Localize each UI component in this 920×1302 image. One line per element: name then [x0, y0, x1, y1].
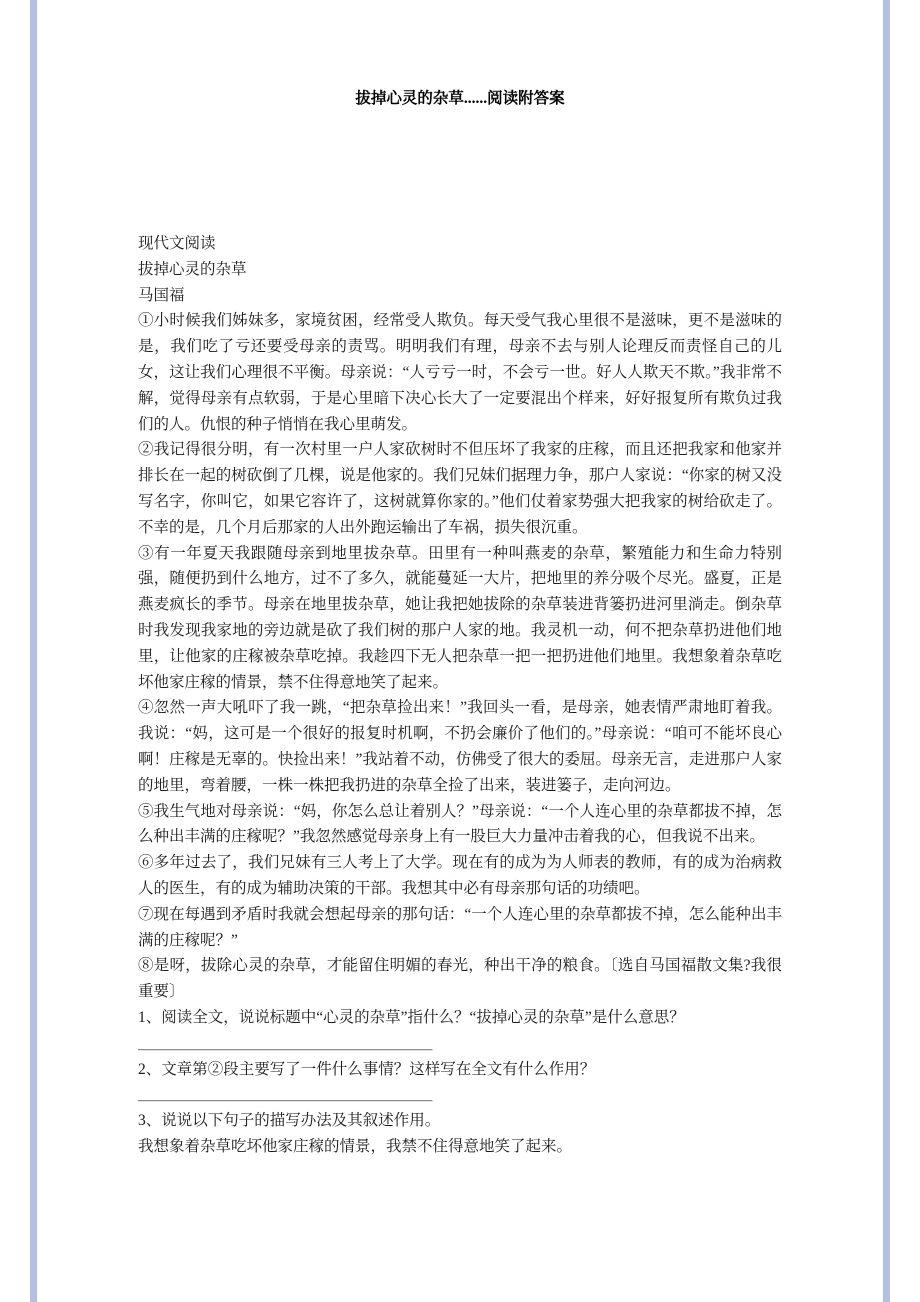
genre-label: 现代文阅读: [138, 235, 216, 252]
essay-paragraph-7: ⑦现在每遇到矛盾时我就会想起母亲的那句话：“一个人连心里的杂草都拔不掉，怎么能种出丰满的庄稼呢？”: [138, 905, 782, 949]
essay-paragraph-2: ②我记得很分明，有一次村里一户人家砍树时不但压坏了我家的庄稼，而且还把我家和他家并排长在一起的树砍倒了几棵，说是他家的。我们兄妹们据理力争，那户人家说：“你家的树又没写名字，你叫它，如果它容许了，这树就算你家的。”他们仗着家势强大把我家的树给砍走了。不幸的是，几个月后那家的人出外跑运输出了车祸，损失很沉重。: [138, 441, 782, 536]
question-3: 3、说说以下句子的描写办法及其叙述作用。: [138, 1112, 441, 1130]
essay-paragraph-4: ④忽然一声大吼吓了我一跳，“把杂草捡出来！”我回头一看，是母亲，她表情严肃地盯着我。我说：“妈，这可是一个很好的报复时机啊，不扔会廉价了他们的。”母亲说：“咱可不能坏良心啊！庄稼是无辜的。快捡出来！”我站着不动，仿佛受了很大的委屈。母亲无言，走进那户人家的地里，弯着腰，一株一株把我扔进的杂草全捡了出来，装进篓子，走向河边。: [138, 699, 782, 794]
quoted-sentence: 我想象着杂草吃坏他家庄稼的情景，我禁不住得意地笑了起来。: [138, 1137, 573, 1155]
essay-author: 马国福: [138, 286, 185, 304]
essay-paragraph-1: ①小时候我们姊妹多，家境贫困，经常受人欺负。每天受气我心里很不是滋味，更不是滋味的是，我们吃了亏还要受母亲的责骂。明明我们有理，母亲不去与别人论理反而责怪自己的儿女，这让我们心理很不平衡。母亲说：“人亏亏一时，不会亏一世。好人人欺天不欺。”我非常不解，觉得母亲有点软弱，于是心里暗下决心长大了一定要混出个样来，好好报复所有欺负过我们的人。仇恨的种子悄悄在我心里萌发。: [138, 312, 782, 433]
answer-blank-2: ＿＿＿＿＿＿＿＿＿＿＿＿＿＿＿＿＿＿＿: [138, 1086, 433, 1104]
document-title: 拔掉心灵的杂草......阅读附答案: [355, 90, 565, 107]
answer-blank-1: ＿＿＿＿＿＿＿＿＿＿＿＿＿＿＿＿＿＿＿: [138, 1034, 433, 1052]
question-1: 1、阅读全文，说说标题中“心灵的杂草”指什么？“拔掉心灵的杂草”是什么意思？: [138, 1008, 685, 1026]
essay-paragraph-6: ⑥多年过去了，我们兄妹有三人考上了大学。现在有的成为为人师表的教师，有的成为治病救人的医生，有的成为辅助决策的干部。我想其中必有母亲那句话的功绩吧。: [138, 854, 782, 897]
essay-title: 拔掉心灵的杂草: [138, 260, 247, 278]
essay-paragraph-3: ③有一年夏天我跟随母亲到地里拔杂草。田里有一种叫燕麦的杂草，繁殖能力和生命力特别强，随便扔到什么地方，过不了多久，就能蔓延一大片，把地里的养分吸个尽光。盛夏，正是燕麦疯长的季节。母亲在地里拔杂草，她让我把她拔除的杂草装进背篓扔进河里淌走。倒杂草时我发现我家地的旁边就是砍了我们树的那户人家的地。我灵机一动，何不把杂草扔进他们地里，让他家的庄稼被杂草吃掉。我趁四下无人把杂草一把一把扔进他们地里。我想象着杂草吃坏他家庄稼的情景，禁不住得意地笑了起来。: [138, 544, 782, 691]
essay-paragraph-8: ⑧是呀，拔除心灵的杂草，才能留住明媚的春光，种出干净的粮食。〔选自马国福散文集?我很重要〕: [138, 957, 782, 1001]
essay-paragraph-5: ⑤我生气地对母亲说：“妈，你怎么总让着别人？”母亲说：“一个人连心里的杂草都拔不掉，怎么种出丰满的庄稼呢？”我忽然感觉母亲身上有一股巨大力量冲击着我的心，但我说不出来。: [138, 802, 782, 846]
document-body: [138, 231, 782, 1160]
question-2: 2、文章第②段主要写了一件什么事情？这样写在全文有什么作用？: [138, 1060, 596, 1078]
